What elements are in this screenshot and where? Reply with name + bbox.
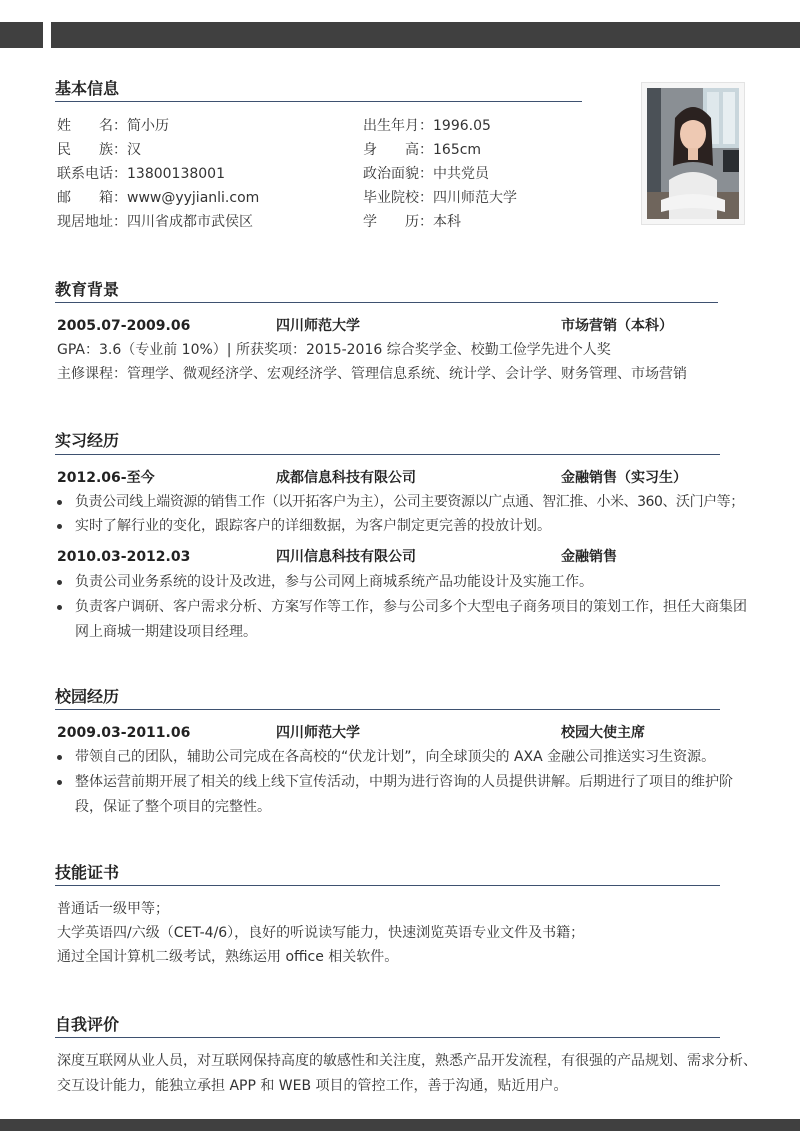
education-courses: 主修课程：管理学、微观经济学、宏观经济学、管理信息系统、统计学、会计学、财务管理、市场营销 bbox=[57, 366, 687, 382]
skill-line-1: 普通话一级甲等； bbox=[57, 901, 169, 917]
basic-label: 姓 名： bbox=[57, 118, 127, 134]
section-title-internship: 实习经历 bbox=[55, 431, 120, 450]
basic-row-birth bbox=[363, 116, 491, 136]
job-2-date: 2010.03-2012.03 bbox=[57, 549, 191, 565]
skill-line-3: 通过全国计算机二级考试，熟练运用 office 相关软件。 bbox=[57, 949, 399, 965]
bullet-dot bbox=[57, 500, 62, 505]
bullet-dot bbox=[57, 755, 62, 760]
basic-value: 中共党员 bbox=[433, 166, 489, 182]
job-1-date: 2012.06-至今 bbox=[57, 470, 155, 486]
job-1-bullet-2: 实时了解行业的变化，跟踪客户的详细数据，为客户制定更完善的投放计划。 bbox=[75, 518, 551, 534]
bullet-dot bbox=[57, 524, 62, 529]
job-2-bullet-2: 负责客户调研、客户需求分析、方案写作等工作，参与公司多个大型电子商务项目的策划工作，担任大商集团网上商城一期建设项目经理。 bbox=[75, 599, 747, 640]
basic-value: 本科 bbox=[433, 214, 461, 230]
basic-row-name bbox=[57, 116, 169, 136]
section-title-basic: 基本信息 bbox=[55, 79, 120, 98]
education-major: 市场营销（本科） bbox=[561, 318, 673, 334]
education-gpa-awards: GPA：3.6（专业前 10%）| 所获奖项：2015-2016 综合奖学金、校勤工俭学先进个人奖 bbox=[57, 342, 611, 358]
profile-photo-illustration bbox=[647, 88, 739, 219]
job-1-bullet-1: 负责公司线上端资源的销售工作（以开拓客户为主），公司主要资源以广点通、智汇推、小米、360、沃门户等； bbox=[75, 494, 744, 510]
section-rule-internship bbox=[55, 454, 720, 455]
education-date: 2005.07-2009.06 bbox=[57, 318, 191, 334]
section-rule-education bbox=[55, 302, 718, 303]
section-rule-skills bbox=[55, 885, 720, 886]
basic-row-degree bbox=[363, 212, 461, 232]
section-title-self: 自我评价 bbox=[55, 1015, 120, 1034]
basic-value: 13800138001 bbox=[127, 166, 225, 182]
basic-row-political bbox=[363, 164, 489, 184]
section-rule-self bbox=[55, 1037, 720, 1038]
campus-org: 四川师范大学 bbox=[276, 725, 360, 741]
basic-label: 出生年月： bbox=[363, 118, 433, 134]
campus-role: 校园大使主席 bbox=[561, 725, 645, 741]
bullet-dot bbox=[57, 780, 62, 785]
profile-photo bbox=[641, 82, 745, 225]
basic-value: 1996.05 bbox=[433, 118, 491, 134]
basic-value: www@yyjianli.com bbox=[127, 190, 260, 206]
basic-row-phone bbox=[57, 164, 225, 184]
job-2-company: 四川信息科技有限公司 bbox=[276, 549, 416, 565]
basic-row-address bbox=[57, 212, 253, 232]
basic-label: 政治面貌： bbox=[363, 166, 433, 182]
footer-bar bbox=[0, 1119, 800, 1131]
section-rule-basic bbox=[55, 101, 582, 102]
basic-value: 四川省成都市武侯区 bbox=[127, 214, 253, 230]
basic-label: 现居地址： bbox=[57, 214, 127, 230]
basic-label: 联系电话： bbox=[57, 166, 127, 182]
job-2-bullet-1: 负责公司业务系统的设计及改进，参与公司网上商城系统产品功能设计及实施工作。 bbox=[75, 574, 593, 590]
basic-row-email bbox=[57, 188, 259, 208]
section-title-skills: 技能证书 bbox=[55, 863, 120, 882]
section-title-education: 教育背景 bbox=[55, 280, 120, 299]
basic-label: 身 高： bbox=[363, 142, 433, 158]
bullet-dot bbox=[57, 580, 62, 585]
campus-bullet-1: 带领自己的团队，辅助公司完成在各高校的“伏龙计划”，向全球顶尖的 AXA 金融公司推送实习生资源。 bbox=[75, 749, 716, 765]
job-1-role: 金融销售（实习生） bbox=[561, 470, 687, 486]
skill-line-2: 大学英语四/六级（CET-4/6），良好的听说读写能力，快速浏览英语专业文件及书籍； bbox=[57, 925, 585, 941]
basic-value: 四川师范大学 bbox=[433, 190, 517, 206]
basic-label: 民 族： bbox=[57, 142, 127, 158]
job-1-company: 成都信息科技有限公司 bbox=[276, 470, 416, 486]
basic-row-height bbox=[363, 140, 481, 160]
header-bar-left bbox=[0, 22, 43, 48]
basic-value: 简小历 bbox=[127, 118, 169, 134]
basic-value: 汉 bbox=[127, 142, 141, 158]
education-school: 四川师范大学 bbox=[276, 318, 360, 334]
basic-row-school bbox=[363, 188, 517, 208]
campus-date: 2009.03-2011.06 bbox=[57, 725, 191, 741]
basic-value: 165cm bbox=[433, 142, 482, 158]
section-rule-campus bbox=[55, 709, 720, 710]
bullet-dot bbox=[57, 605, 62, 610]
section-title-campus: 校园经历 bbox=[55, 687, 120, 706]
self-evaluation-text: 深度互联网从业人员，对互联网保持高度的敏感性和关注度，熟悉产品开发流程，有很强的产品规划、需求分析、交互设计能力，能独立承担 APP 和 WEB 项目的管控工作，善于沟通，贴近用户。 bbox=[57, 1053, 757, 1094]
basic-label: 邮 箱： bbox=[57, 190, 127, 206]
campus-bullet-2: 整体运营前期开展了相关的线上线下宣传活动，中期为进行咨询的人员提供讲解。后期进行了项目的维护阶段，保证了整个项目的完整性。 bbox=[75, 774, 733, 815]
basic-label: 毕业院校： bbox=[363, 190, 433, 206]
basic-row-ethnicity bbox=[57, 140, 141, 160]
header-bar-right bbox=[51, 22, 800, 48]
basic-label: 学 历： bbox=[363, 214, 433, 230]
job-2-role: 金融销售 bbox=[561, 549, 617, 565]
